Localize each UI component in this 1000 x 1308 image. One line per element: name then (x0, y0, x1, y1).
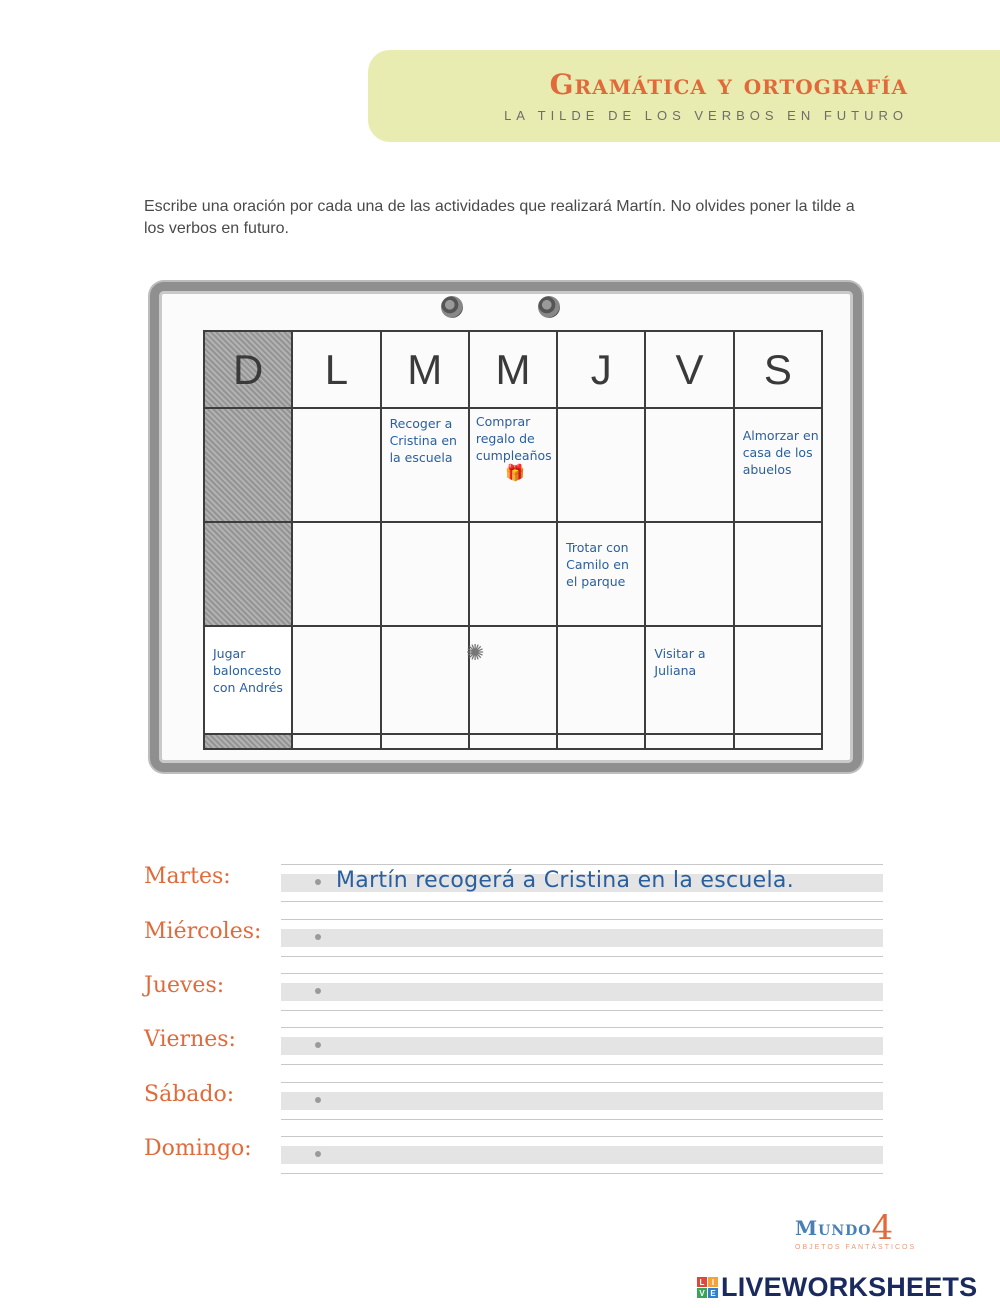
day-header-tuesday: M (381, 331, 469, 408)
calendar-cell-sunday-activity: ✺ Jugar baloncesto con Andrés (204, 626, 292, 734)
weekly-calendar (203, 330, 823, 750)
calendar-cell (204, 522, 292, 627)
calendar-cell-saturday-activity (734, 408, 822, 522)
bullet-icon (315, 988, 321, 994)
activity-text: Jugar baloncesto con Andrés (213, 646, 283, 696)
bullet-icon (315, 1042, 321, 1048)
calendar-week-row (204, 522, 822, 627)
label-domingo: Domingo: (144, 1136, 252, 1161)
day-header-monday: L (292, 331, 380, 408)
answer-field-jueves[interactable] (281, 973, 883, 1011)
brand-number: 4 (871, 1208, 894, 1248)
calendar-cell-tuesday-activity (381, 408, 469, 522)
calendar-cell (557, 626, 645, 734)
liveworksheets-logo[interactable] (697, 1272, 977, 1303)
calendar-cell (381, 522, 469, 627)
bullet-icon (315, 1151, 321, 1157)
day-header-saturday: S (734, 331, 822, 408)
calendar-cell (292, 734, 380, 749)
calendar-header-row (204, 331, 822, 408)
calendar-cell (734, 522, 822, 627)
activity-text: Almorzar en casa de los abuelos (742, 428, 819, 477)
answer-field-viernes[interactable] (281, 1027, 883, 1065)
calendar-cell (645, 408, 733, 522)
answer-field-sabado[interactable] (281, 1082, 883, 1120)
answer-field-martes[interactable] (281, 864, 883, 902)
answer-text: Martín recogerá a Cristina en la escuela. (336, 868, 794, 893)
calendar-cell-thursday-activity (557, 522, 645, 627)
activity-text: Recoger a Cristina en la escuela (389, 416, 457, 465)
calendar-cell (292, 626, 380, 734)
answer-field-miercoles[interactable] (281, 919, 883, 957)
label-viernes: Viernes: (144, 1027, 236, 1052)
bullet-icon (315, 1097, 321, 1103)
mundo-logo (795, 1208, 916, 1251)
brand-tagline: OBJETOS FANTÁSTICOS (795, 1244, 917, 1251)
label-sabado: Sábado: (144, 1082, 235, 1107)
activity-text: Comprar regalo de cumpleaños (475, 414, 552, 463)
calendar-cell (645, 522, 733, 627)
calendar-cell-friday-activity (645, 626, 733, 734)
page-subtitle: LA TILDE DE LOS VERBOS EN FUTURO (504, 108, 908, 123)
calendar-cell (734, 734, 822, 749)
liveworksheets-icon: L I V E (697, 1277, 718, 1298)
day-header-friday: V (645, 331, 733, 408)
calendar-cell-wednesday-activity (469, 408, 557, 522)
header-banner (368, 50, 1000, 142)
calendar-week-row (204, 734, 822, 749)
day-header-wednesday: M (469, 331, 557, 408)
calendar-cell (734, 626, 822, 734)
calendar-cell (381, 626, 469, 734)
instructions-text: Escribe una oración por cada una de las actividades que realizará Martín. No olvides poner la tilde a los verbos en futuro. (144, 198, 855, 237)
day-header-thursday: J (557, 331, 645, 408)
gift-icon: 🎁 (505, 463, 525, 482)
calendar-week-row (204, 626, 822, 734)
calendar-cell (204, 734, 292, 749)
calendar-cell (645, 734, 733, 749)
activity-text: Visitar a Juliana (654, 646, 706, 679)
calendar-cell (292, 408, 380, 522)
calendar-week-row (204, 408, 822, 522)
calendar-cell (292, 522, 380, 627)
bullet-icon (315, 879, 321, 885)
calendar-cell (204, 408, 292, 522)
answer-field-domingo[interactable] (281, 1136, 883, 1174)
page-title: Gramática y ortografía (549, 68, 908, 101)
label-martes: Martes: (144, 864, 231, 889)
pin-icon (441, 296, 463, 318)
calendar-cell (469, 734, 557, 749)
bullet-icon (315, 934, 321, 940)
activity-text: Trotar con Camilo en el parque (566, 539, 629, 589)
calendar-cell (381, 734, 469, 749)
pin-icon (538, 296, 560, 318)
calendar-cell (557, 734, 645, 749)
liveworksheets-wordmark: LIVEWORKSHEETS (721, 1272, 978, 1302)
label-jueves: Jueves: (144, 973, 225, 998)
label-miercoles: Miércoles: (144, 919, 262, 944)
calendar-cell (469, 522, 557, 627)
day-header-sunday: D (204, 331, 292, 408)
brand-word: Mundo (795, 1216, 872, 1240)
calendar-cell (557, 408, 645, 522)
